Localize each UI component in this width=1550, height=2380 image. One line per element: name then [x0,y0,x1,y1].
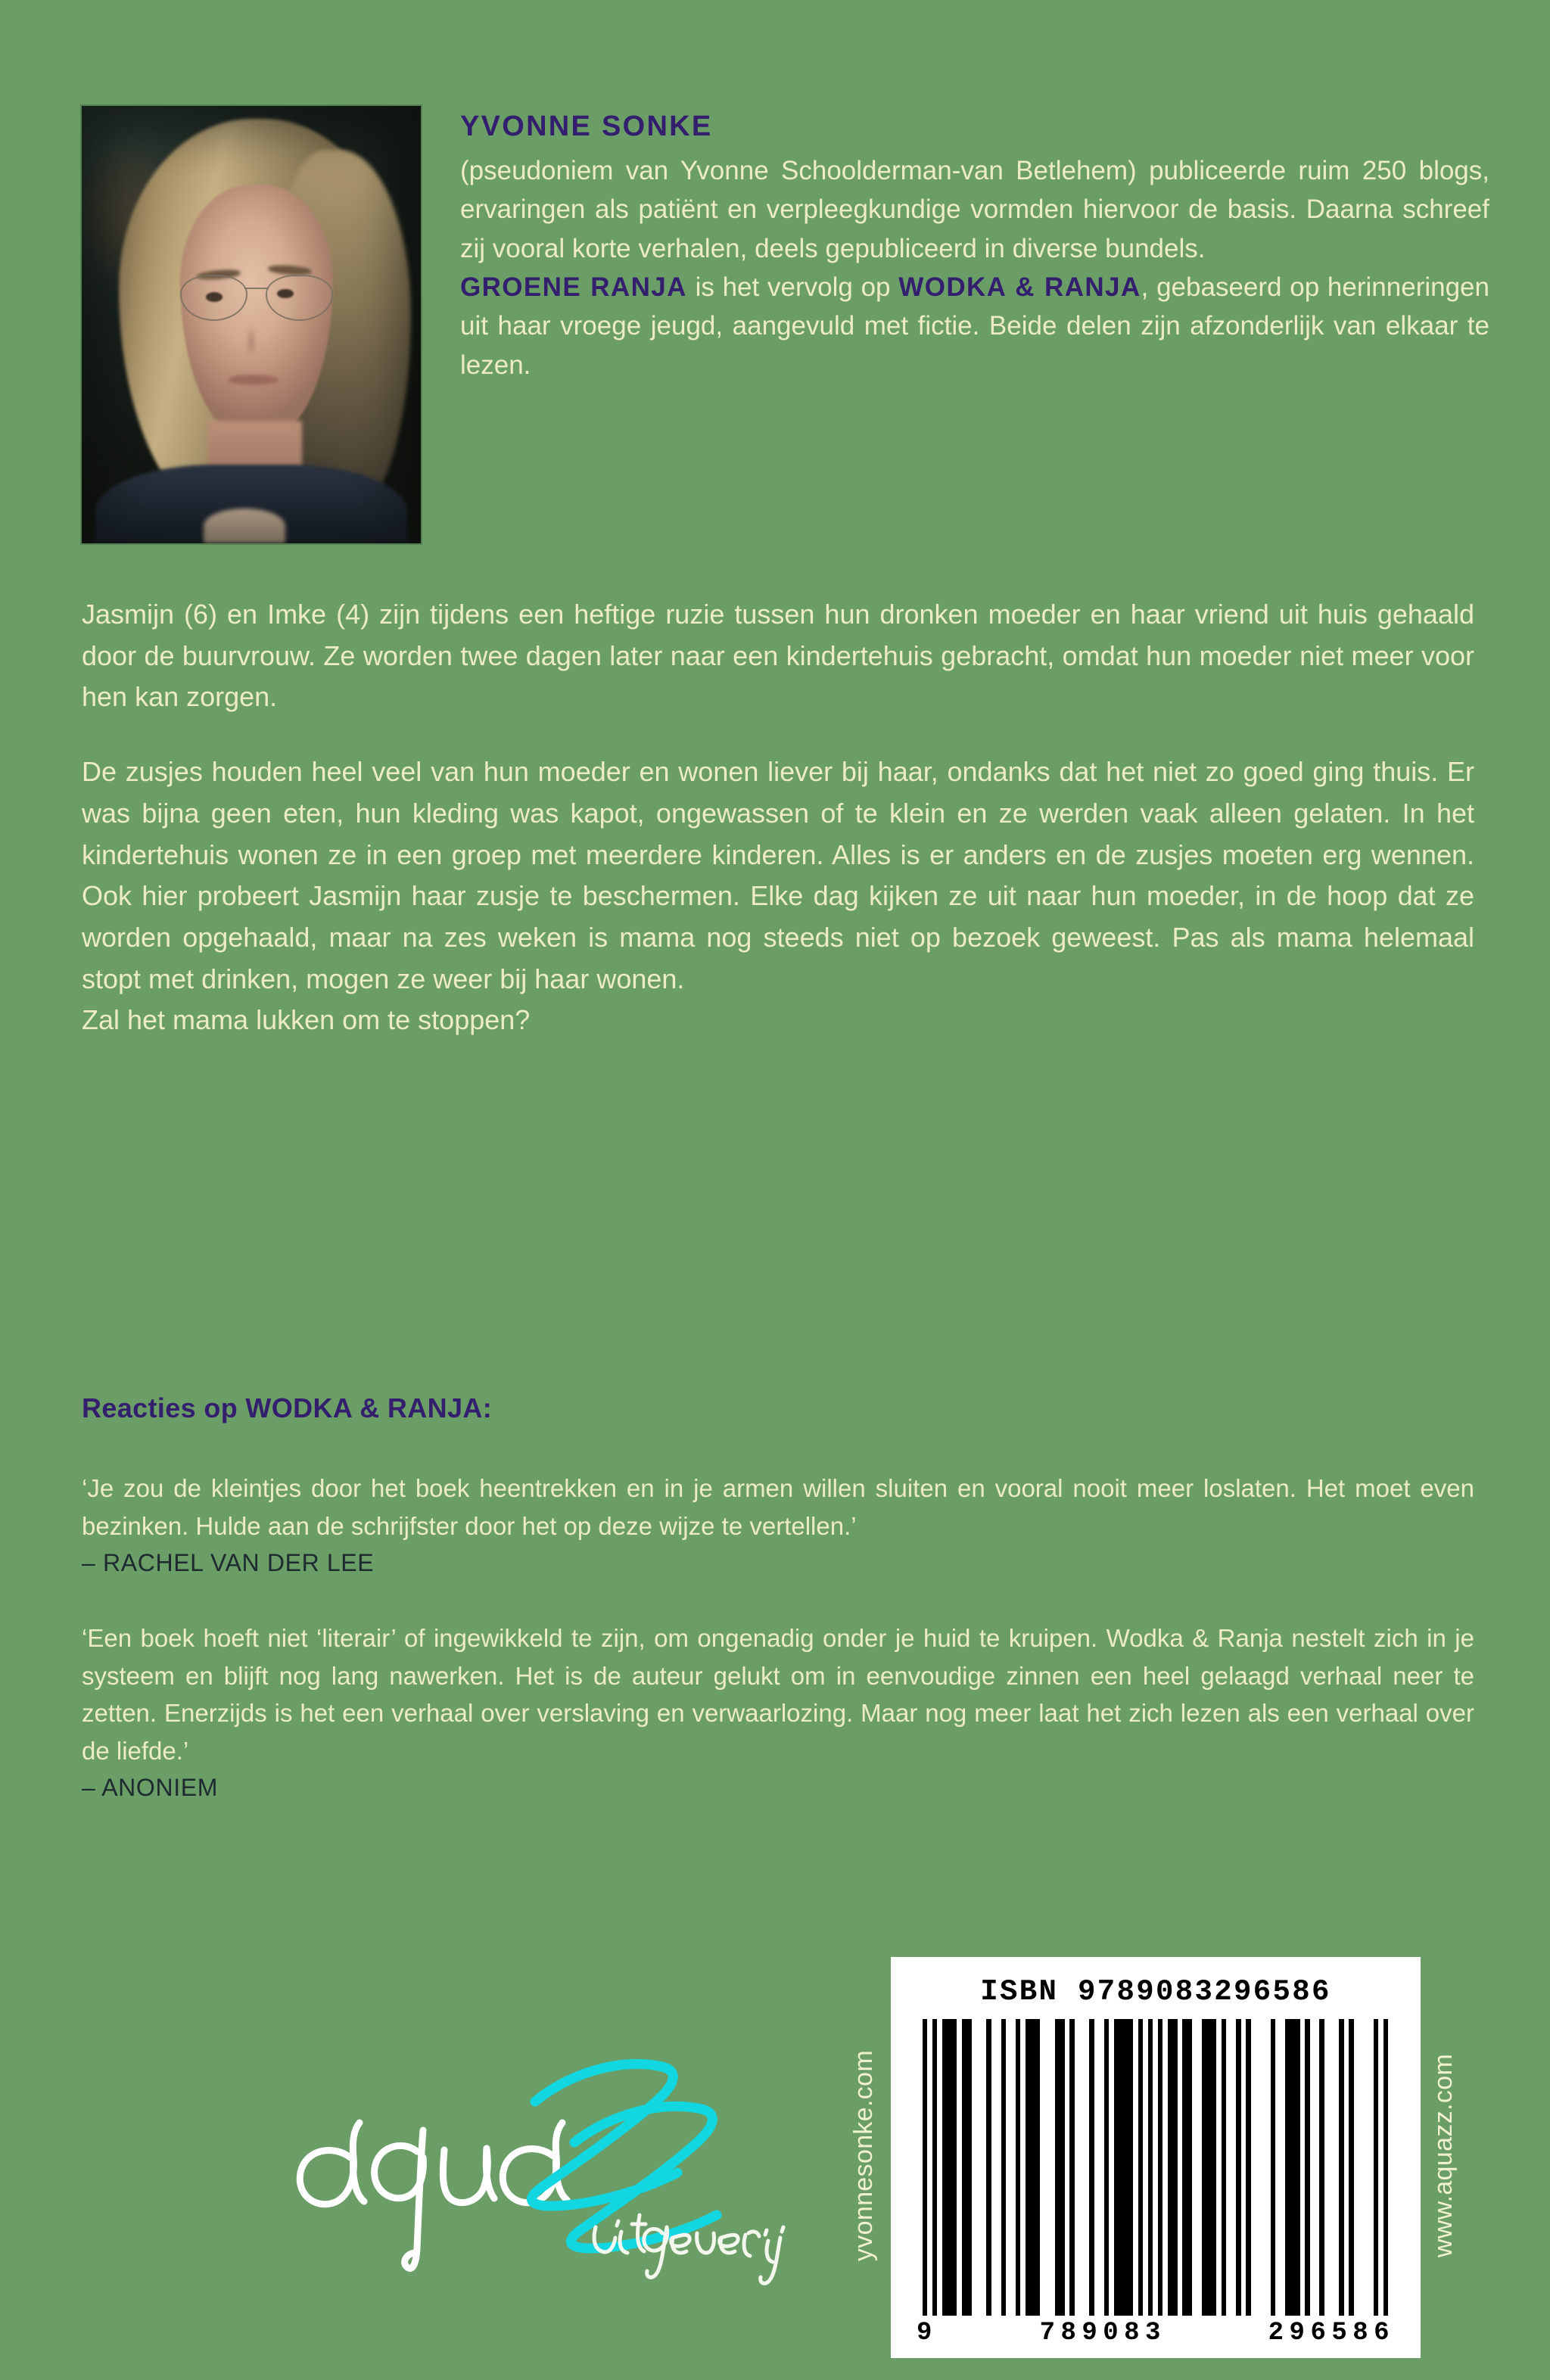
barcode-bar [1040,2019,1054,2316]
publisher-website-text: www.aquazz.com [1429,2053,1458,2258]
ean-check-digit: 9 [917,2319,938,2347]
review-source: – ANONIEM [82,1774,219,1801]
synopsis-closing-question: Zal het mama lukken om te stoppen? [82,1004,531,1036]
barcode-bar [1251,2019,1271,2316]
barcode-bar [942,2019,957,2316]
publisher-logo [269,2017,798,2289]
isbn-barcode [891,1957,1421,2358]
review-quote: ‘Een boek hoeft niet ‘literair’ of ingewikkeld te zijn, om ongenadig onder je huid te kruipen. Wodka & Ranja nestelt zich in je systeem en blijft nog lang nawerken. Het is de auteur gelukt om in eenvoudige zinnen een heel gelaagd verhaal neer te zetten. Enerzijds is het een verhaal over verslaving en verwaarlozing. Maar nog meer laat het zich lezen als een verhaal over de liefde.’ [82,1624,1474,1765]
author-website-text: yvonnesonke.com [849,2049,879,2262]
barcode-bar [1192,2019,1202,2316]
barcode-bar [1168,2019,1178,2316]
barcode-bar [991,2019,1001,2316]
barcode-bar [1354,2019,1374,2316]
barcode-bar [1114,2019,1134,2316]
author-photo [82,106,421,543]
review-source: – RACHEL VAN DER LEE [82,1549,375,1576]
barcode-bar [1026,2019,1040,2316]
synopsis-paragraph-2: De zusjes houden heel veel van hun moeder en wonen liever bij haar, ondanks dat het niet zo goed ging thuis. Er was bijna geen eten, hun kleding was kapot, ongewassen of te klein en ze werden vaak alleen gelaten. In het kindertehuis wonen ze in een groep met meerdere kinderen. Alles is er anders en de zusjes moeten erg wennen. Ook hier probeert Jasmijn haar zusje te beschermen. Elke dag kijken ze uit naar hun moeder, in de hoop dat ze worden opgehaald, maar na zes weken is mama nog steeds niet op bezoek geweest. Pas als mama helemaal stopt met drinken, mogen ze weer bij haar wonen. [82,756,1474,994]
barcode-bar [1285,2019,1299,2316]
ean-group-1: 789083 [1039,2319,1166,2347]
barcode-bar [962,2019,972,2316]
author-block [82,106,1489,543]
barcode-bar [972,2019,986,2316]
author-text-column [460,106,1489,384]
author-bio [460,151,1489,385]
synopsis-paragraph-1: Jasmijn (6) en Imke (4) zijn tijdens een heftige ruzie tussen hun dronken moeder en haar vriend uit huis gehaald door de buurvrouw. Ze worden twee dagen later naar een kindertehuis gebracht, omdat hun moeder niet meer voor hen kan zorgen. [82,599,1474,713]
barcode-bar [1006,2019,1016,2316]
publisher-website-vertical [1424,1949,1464,2362]
review-quote: ‘Je zou de kleintjes door het boek heentrekken en in je armen willen sluiten en vooral nooit meer loslaten. Het moet even bezinken. Hulde aan de schrijfster door het op deze wijze te vertellen.’ [82,1474,1474,1540]
barcode-bar [1075,2019,1089,2316]
footer [0,1937,1550,2380]
barcode-bar [1275,2019,1285,2316]
reactions-title: Reacties op WODKA & RANJA: [82,1392,493,1423]
current-book-title: GROENE RANJA [460,272,687,302]
previous-book-title: WODKA & RANJA [898,272,1141,302]
barcode-bar [1094,2019,1104,2316]
author-name: YVONNE SONKE [460,110,713,142]
barcode-digits [909,2316,1402,2350]
author-bio-part1: (pseudoniem van Yvonne Schoolderman-van Betlehem) publiceerde ruim 250 blogs, ervaringen als patiënt en verpleegkundige vormden hiervoor de basis. Daarna schreef zij vooral korte verhalen, deels gepubliceerd in diverse bundels. [460,155,1489,263]
barcode-bar [1324,2019,1339,2316]
barcode-bar [1310,2019,1320,2316]
author-website-vertical [844,1949,885,2362]
synopsis [82,594,1474,1075]
barcode-area [844,1949,1464,2362]
author-bio-part2: , gebaseerd op herinneringen uit haar vroege jeugd, aangevuld met fictie. Beide delen zijn afzonderlijk van elkaar te lezen. [460,272,1489,380]
isbn-label: ISBN 9789083296586 [980,1975,1331,2008]
reactions-section [82,1392,1474,1844]
barcode-bar [1383,2019,1388,2316]
photo-vignette [82,106,421,543]
barcode-bar [1226,2019,1236,2316]
ean-group-2: 296586 [1268,2319,1395,2347]
barcode-bar [1202,2019,1216,2316]
barcode-bar [1182,2019,1192,2316]
author-bio-mid: is het vervolg op [686,272,899,302]
barcode-bar [1055,2019,1065,2316]
barcode-bars [909,2019,1402,2316]
